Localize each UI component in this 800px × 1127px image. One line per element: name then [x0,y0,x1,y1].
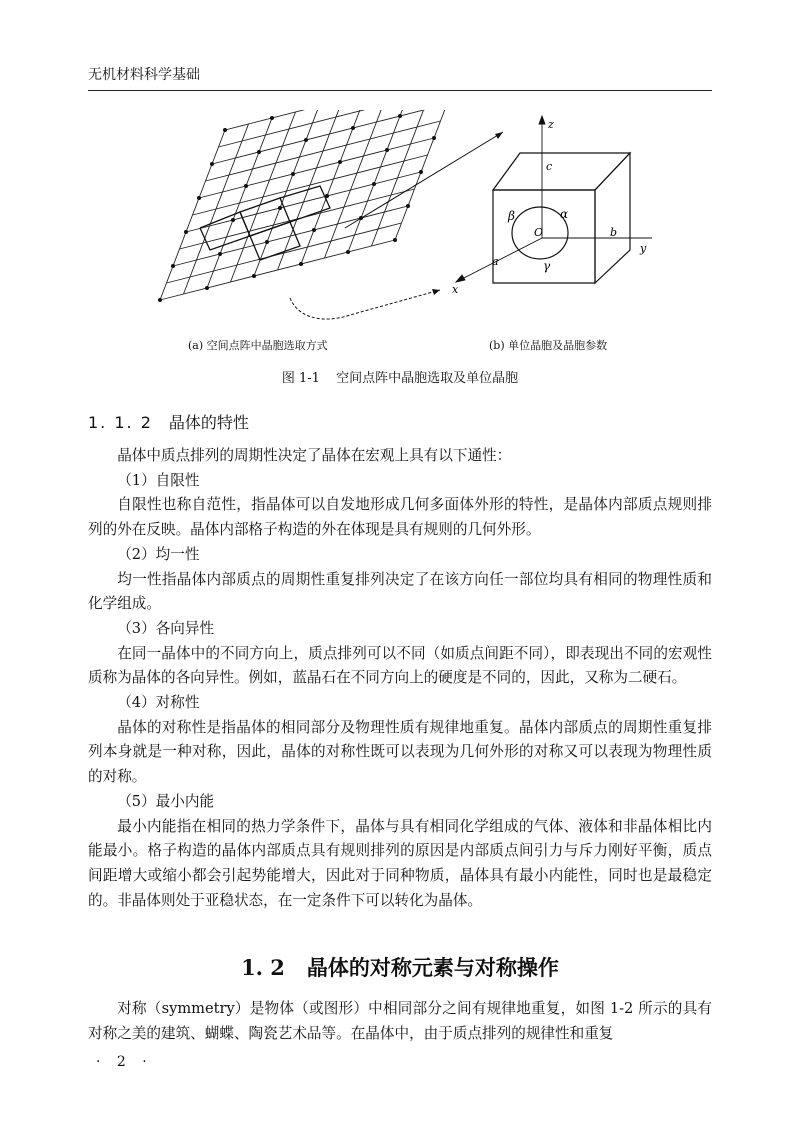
lattice-point [171,264,175,268]
lattice-point [312,228,316,232]
item-heading: （2）均一性 [117,545,200,563]
lattice-point [265,240,269,244]
paragraph: 自限性也称自范性，指晶体可以自发地形成几何多面体外形的特性，是晶体内部质点规则排列的外在反映。晶体内部格子构造的外在体现是具有规则的几何外形。 [88,496,712,539]
lattice-point [231,218,235,222]
lattice-point [291,172,295,176]
param-label-a: a [492,255,499,268]
subcaption-a: (a) 空间点阵中晶胞选取方式 [188,339,328,352]
angle-label-alpha: α [560,207,569,221]
item-heading: （5）最小内能 [117,792,215,810]
lattice-point [419,170,423,174]
lattice-point [257,150,261,154]
paragraph: 晶体的对称性是指晶体的相同部分及物理性质有规律地重复。晶体内部质点的周期性重复排列本身就是一种对称，因此，晶体的对称性既可以表现为几何外形的对称又可以表现为物理性质的对称。 [88,718,712,786]
paragraph: 均一性指晶体内部质点的周期性重复排列决定了在该方向任一部位均具有相同的物理性质和化学组成。 [88,570,712,613]
lattice-point [385,148,389,152]
lattice-point [270,116,274,120]
figure-caption [0,367,800,386]
param-label-b: b [610,226,618,239]
lattice-line [348,110,413,252]
item-heading: （3）各向异性 [117,619,215,637]
lattice-point [223,128,227,132]
lattice-point [299,262,303,266]
lattice-point [304,138,308,142]
subcaption-b: (b) 单位晶胞及晶胞参数 [489,339,608,352]
item-heading: （4）对称性 [117,694,200,712]
lattice-point [351,126,355,130]
lattice-line [206,121,441,181]
page-number: · 2 · [96,1054,153,1070]
origin-label: O [534,226,544,239]
section-heading [88,410,249,433]
lattice-point [197,196,201,200]
lattice-point [372,182,376,186]
lattice-point [205,286,209,290]
axis-label-y: y [640,242,647,255]
lattice-point [218,252,222,256]
lattice-point [278,206,282,210]
section-number: 1. 1. 2 [88,413,153,432]
figure-1-1 [140,110,660,360]
closing-text [88,997,712,1046]
chapter-section-title: 晶体的对称元素与对称操作 [306,955,559,980]
paragraph: 最小内能指在相同的热力学条件下，晶体与具有相同化学组成的气体、液体和非晶体相比内能最小。格子构造的晶体内部质点具有规则排列的原因是内部质点间引力与斥力刚好平衡，质点间距增大或缩小都会引起势能增大，因此对于同种物质，晶体具有最小内能性，同时也是最稳定的。非晶体则处于亚稳状态，在一定条件下可以转化为晶体。 [88,817,712,909]
body-text [88,444,712,913]
lattice-point [158,298,162,302]
lattice-line [219,110,454,147]
lattice-line [199,138,434,198]
paragraph: 对称（symmetry）是物体（或图形）中相同部分之间有规律地重复，如图 1-2 所示的具有对称之美的建筑、蝴蝶、陶瓷艺术品等。在晶体中，由于质点排列的规律性和重复 [88,1000,712,1042]
lattice-line [395,110,460,240]
chapter-section-heading [0,952,800,982]
lattice-point [432,136,436,140]
lattice-line [225,110,460,130]
lattice-line [212,110,447,164]
paragraph: 在同一晶体中的不同方向上，质点排列可以不同（如质点间距不同），即表现出不同的宏观性质称为晶体的各向异性。例如，蓝晶石在不同方向上的硬度是不同的，因此，又称为二硬石。 [88,644,712,687]
item-heading: （1）自限性 [117,471,200,489]
lattice-point [346,250,350,254]
lattice-point [252,274,256,278]
lattice-line [325,110,390,258]
axis-label-z: z [548,118,554,131]
figure-number: 图 1-1 [281,371,320,386]
param-label-c: c [546,160,553,173]
angle-label-beta: β [508,209,515,223]
lattice-grid [160,110,460,300]
lattice-point [406,204,410,208]
chapter-section-number: 1. 2 [241,955,285,980]
figure-title: 空间点阵中晶胞选取及单位晶胞 [336,371,519,386]
lattice-point [393,238,397,242]
pointer-line-upper [345,132,503,228]
axis-label-x: x [452,283,459,296]
angle-label-gamma: γ [543,259,551,273]
running-head: 无机材料科学基础 [88,67,200,83]
section-title: 晶体的特性 [168,413,249,432]
lattice-point [210,162,214,166]
lattice-point [184,230,188,234]
header-rule [88,90,712,91]
lattice-line [193,155,428,215]
lattice-point [398,114,402,118]
lattice-point [244,184,248,188]
pointer-line-lower [290,290,440,319]
paragraph: 晶体中质点排列的周期性决定了晶体在宏观上具有以下通性： [117,447,512,464]
lattice-point [338,160,342,164]
